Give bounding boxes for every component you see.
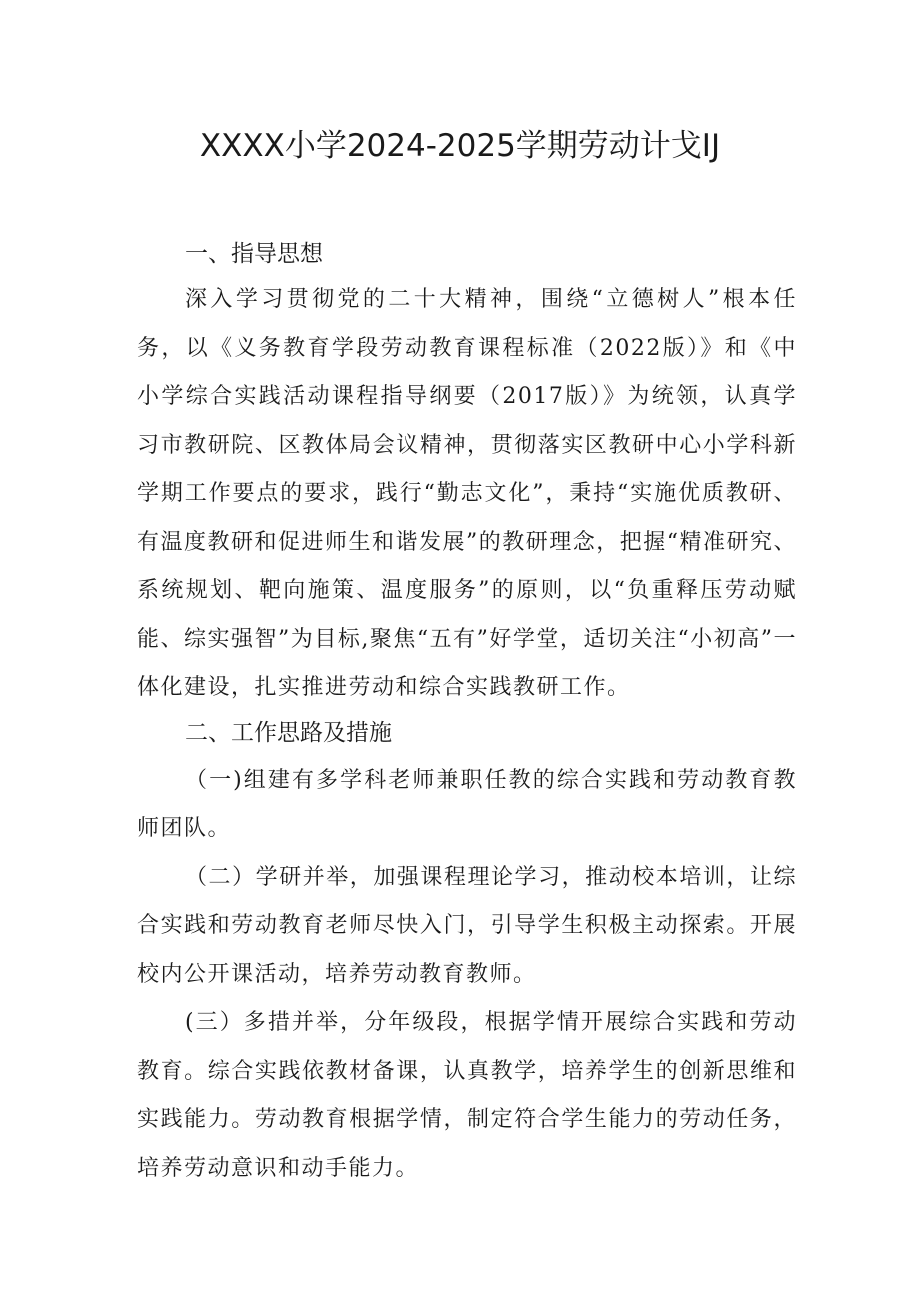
- section-heading-work-ideas: 二、工作思路及措施: [185, 719, 392, 746]
- paragraph-guiding-ideology: 深入学习贯彻党的二十大精神，围绕“立德树人”根本任务，以《义务教育学段劳动教育课程标准（2022版）》和《中小学综合实践活动课程指导纲要（2017版）》为统领，认真学习市教研院、区教体局会议精神，贯彻落实区教研中心小学科新学期工作要点的要求，践行“勤志文化”，秉持“实施优质教研、有温度教研和促进师生和谐发展”的教研理念，把握“精准研究、系统规划、靶向施策、温度服务”的原则，以“负重释压劳动赋能、综实强智”为目标,聚焦“五有”好学堂，适切关注“小初高”一体化建设，扎实推进劳动和综合实践教研工作。: [137, 287, 797, 700]
- section-heading-guiding-ideology: 一、指导思想: [185, 241, 323, 267]
- document-body: [137, 236, 797, 1193]
- paragraph-measure-3: (三）多措并举，分年级段，根据学情开展综合实践和劳动教育。综合实践依教材备课，认真教学，培养学生的创新思维和实践能力。劳动教育根据学情，制定符合学生能力的劳动任务，培养劳动意识和动手能力。: [137, 1010, 797, 1181]
- document-title: XXXX小学2024-2025学期劳动计戈IJ: [199, 128, 721, 164]
- paragraph-measure-2: （二）学研并举，加强课程理论学习，推动校本培训，让综合实践和劳动教育老师尽快入门，引导学生积极主动探索。开展校内公开课活动，培养劳动教育教师。: [137, 864, 797, 987]
- paragraph-measure-1: （一)组建有多学科老师兼职任教的综合实践和劳动教育教师团队。: [137, 767, 797, 841]
